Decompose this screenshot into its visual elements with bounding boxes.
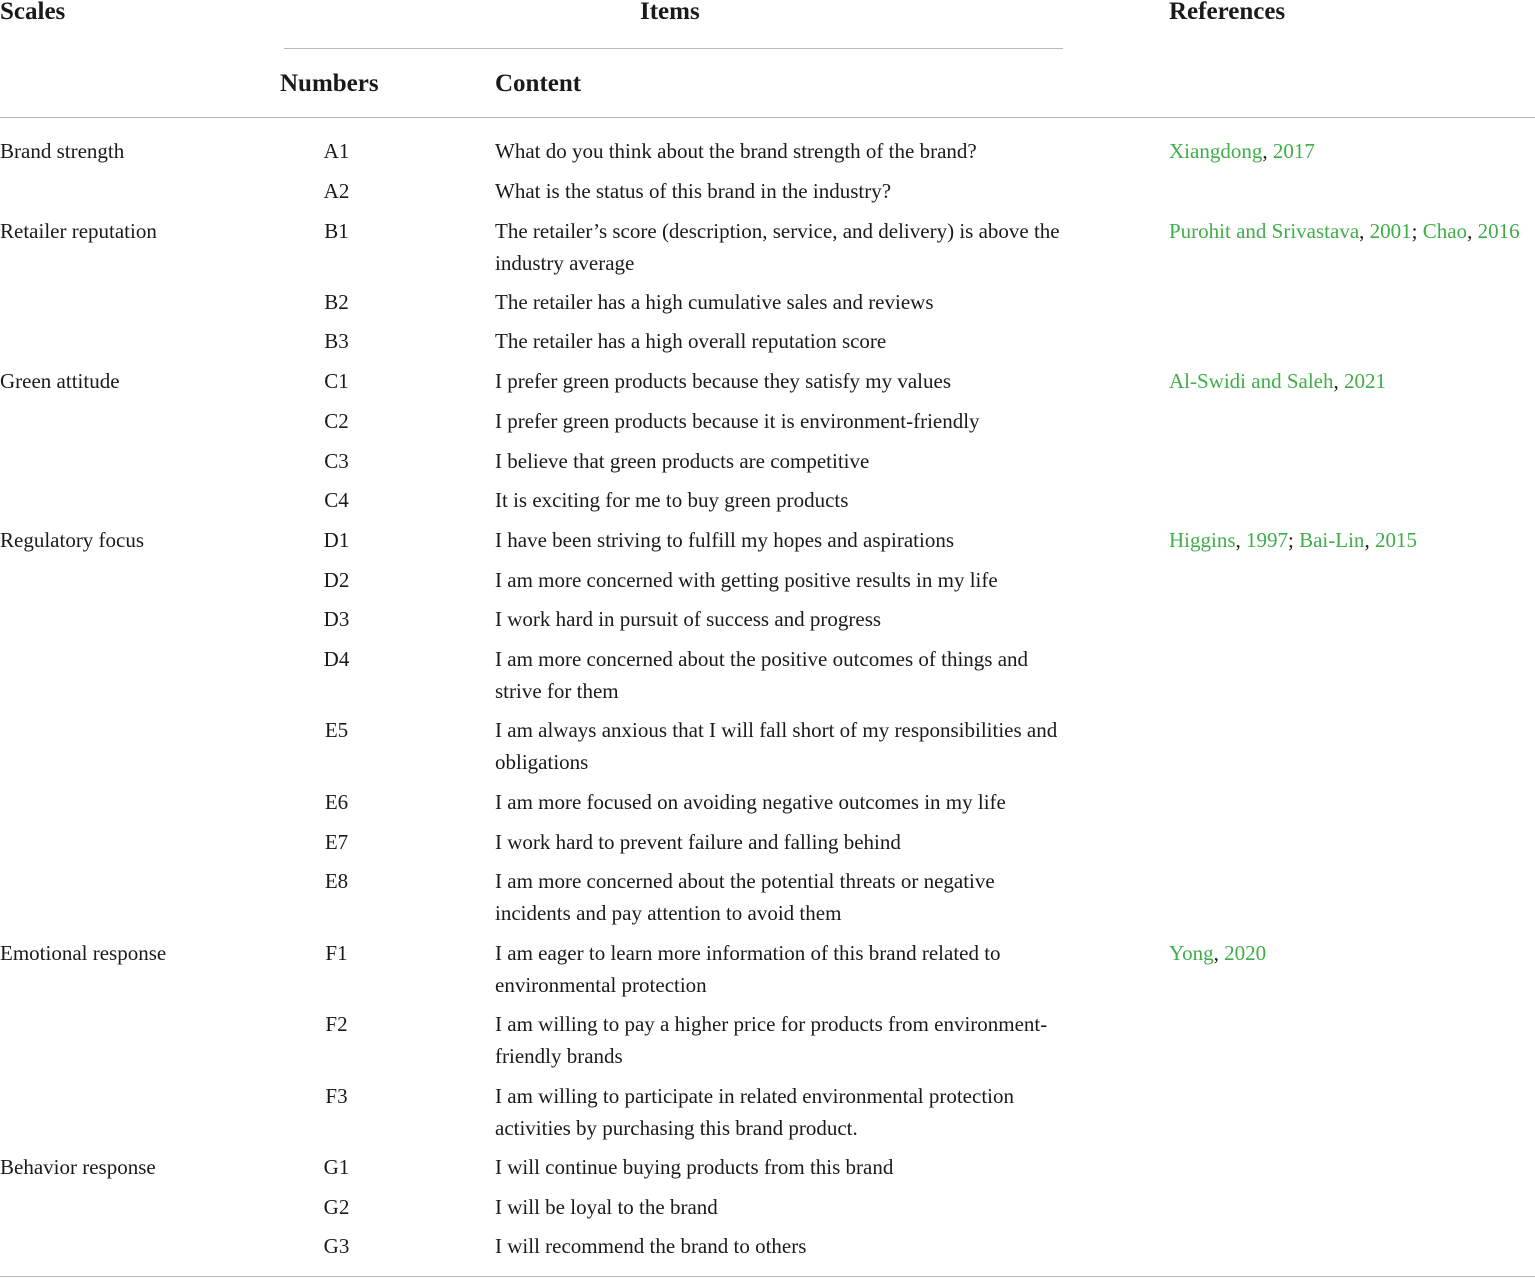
item-content: I prefer green products because they satisfy my values (495, 369, 951, 393)
scale-label: Regulatory focus (0, 528, 145, 552)
item-content: I am more focused on avoiding negative outcomes in my life (495, 790, 1006, 814)
item-number: B3 (324, 329, 349, 353)
item-content: The retailer has a high cumulative sales and reviews (495, 290, 934, 314)
item-content: I believe that green products are competitive (495, 449, 870, 473)
references-cell (1169, 365, 1386, 397)
item-number: C4 (324, 488, 349, 512)
reference-author-link[interactable]: Xiangdong (1169, 139, 1263, 163)
item-content: The retailer has a high overall reputation score (495, 329, 887, 353)
item-number: E6 (324, 790, 349, 814)
reference-separator: ; (1288, 528, 1300, 552)
item-number: B1 (324, 219, 349, 243)
scale-label: Retailer reputation (0, 219, 157, 243)
scale-label: Emotional response (0, 941, 167, 965)
bottom-rule (0, 1276, 1535, 1277)
reference-comma: , (1364, 528, 1375, 552)
item-number: F2 (325, 1012, 348, 1036)
item-content: What do you think about the brand strength of the brand? (495, 139, 977, 163)
header-items: Items (640, 0, 700, 25)
item-number: G2 (323, 1195, 350, 1219)
reference-year-link[interactable]: 2016 (1477, 219, 1520, 243)
references-cell (1169, 524, 1417, 556)
item-content: I am eager to learn more information of this brand related to environmental protection (495, 941, 1001, 997)
item-number: F3 (325, 1084, 348, 1108)
header-scales: Scales (0, 0, 66, 25)
item-content: I work hard in pursuit of success and progress (495, 607, 882, 631)
item-content: What is the status of this brand in the industry? (495, 179, 892, 203)
item-number: D4 (323, 647, 350, 671)
item-content: I have been striving to fulfill my hopes and aspirations (495, 528, 954, 552)
item-content: I will recommend the brand to others (495, 1234, 807, 1258)
item-content: I am willing to participate in related environmental protection activities by purchasing this brand product. (495, 1084, 1014, 1140)
item-number: E5 (324, 718, 349, 742)
reference-author-link[interactable]: Chao (1422, 219, 1468, 243)
reference-author-link[interactable]: Al-Swidi and Saleh (1169, 369, 1334, 393)
reference-comma: , (1262, 139, 1273, 163)
header-rule (0, 117, 1535, 118)
item-number: C3 (324, 449, 349, 473)
scale-label: Behavior response (0, 1155, 156, 1179)
header-references: References (1169, 0, 1286, 25)
reference-year-link[interactable]: 2020 (1224, 941, 1267, 965)
item-number: A1 (323, 139, 350, 163)
item-number: G1 (323, 1155, 350, 1179)
item-number: D3 (323, 607, 350, 631)
item-content: I prefer green products because it is environment-friendly (495, 409, 980, 433)
reference-author-link[interactable]: Higgins (1169, 528, 1236, 552)
reference-year-link[interactable]: 2021 (1343, 369, 1386, 393)
item-number: D1 (323, 528, 350, 552)
item-number: B2 (324, 290, 349, 314)
reference-author-link[interactable]: Bai-Lin (1299, 528, 1365, 552)
item-number: F1 (325, 941, 348, 965)
item-content: I am always anxious that I will fall short of my responsibilities and obligations (495, 718, 1058, 774)
references-cell (1169, 937, 1266, 969)
item-content: I will continue buying products from this brand (495, 1155, 894, 1179)
scale-label: Green attitude (0, 369, 120, 393)
reference-year-link[interactable]: 2001 (1369, 219, 1412, 243)
scale-label: Brand strength (0, 139, 125, 163)
item-content: I am more concerned about the positive outcomes of things and strive for them (495, 647, 1029, 703)
reference-year-link[interactable]: 2017 (1272, 139, 1315, 163)
item-number: E8 (324, 869, 349, 893)
item-content: It is exciting for me to buy green products (495, 488, 849, 512)
item-number: E7 (324, 830, 349, 854)
item-number: G3 (323, 1234, 350, 1258)
item-number: C1 (324, 369, 349, 393)
reference-comma: , (1359, 219, 1370, 243)
reference-comma: , (1467, 219, 1478, 243)
items-rule (284, 48, 1063, 49)
header-numbers: Numbers (280, 70, 379, 97)
item-content: I am more concerned about the potential threats or negative incidents and pay attention to avoid them (495, 869, 995, 925)
item-number: D2 (323, 568, 350, 592)
reference-year-link[interactable]: 1997 (1246, 528, 1289, 552)
reference-separator: ; (1411, 219, 1423, 243)
reference-year-link[interactable]: 2015 (1374, 528, 1417, 552)
item-content: I will be loyal to the brand (495, 1195, 718, 1219)
item-number: C2 (324, 409, 349, 433)
item-content: The retailer’s score (description, service, and delivery) is above the industry average (495, 219, 1060, 275)
item-content: I work hard to prevent failure and falling behind (495, 830, 901, 854)
item-number: A2 (323, 179, 350, 203)
item-content: I am willing to pay a higher price for products from environment-friendly brands (495, 1012, 1048, 1068)
header-content: Content (495, 70, 582, 97)
reference-comma: , (1235, 528, 1247, 552)
item-content: I am more concerned with getting positive results in my life (495, 568, 998, 592)
reference-author-link[interactable]: Yong (1169, 941, 1214, 965)
reference-comma: , (1333, 369, 1344, 393)
references-cell (1169, 215, 1520, 247)
reference-comma: , (1213, 941, 1225, 965)
references-cell (1169, 135, 1315, 167)
reference-author-link[interactable]: Purohit and Srivastava (1169, 219, 1360, 243)
